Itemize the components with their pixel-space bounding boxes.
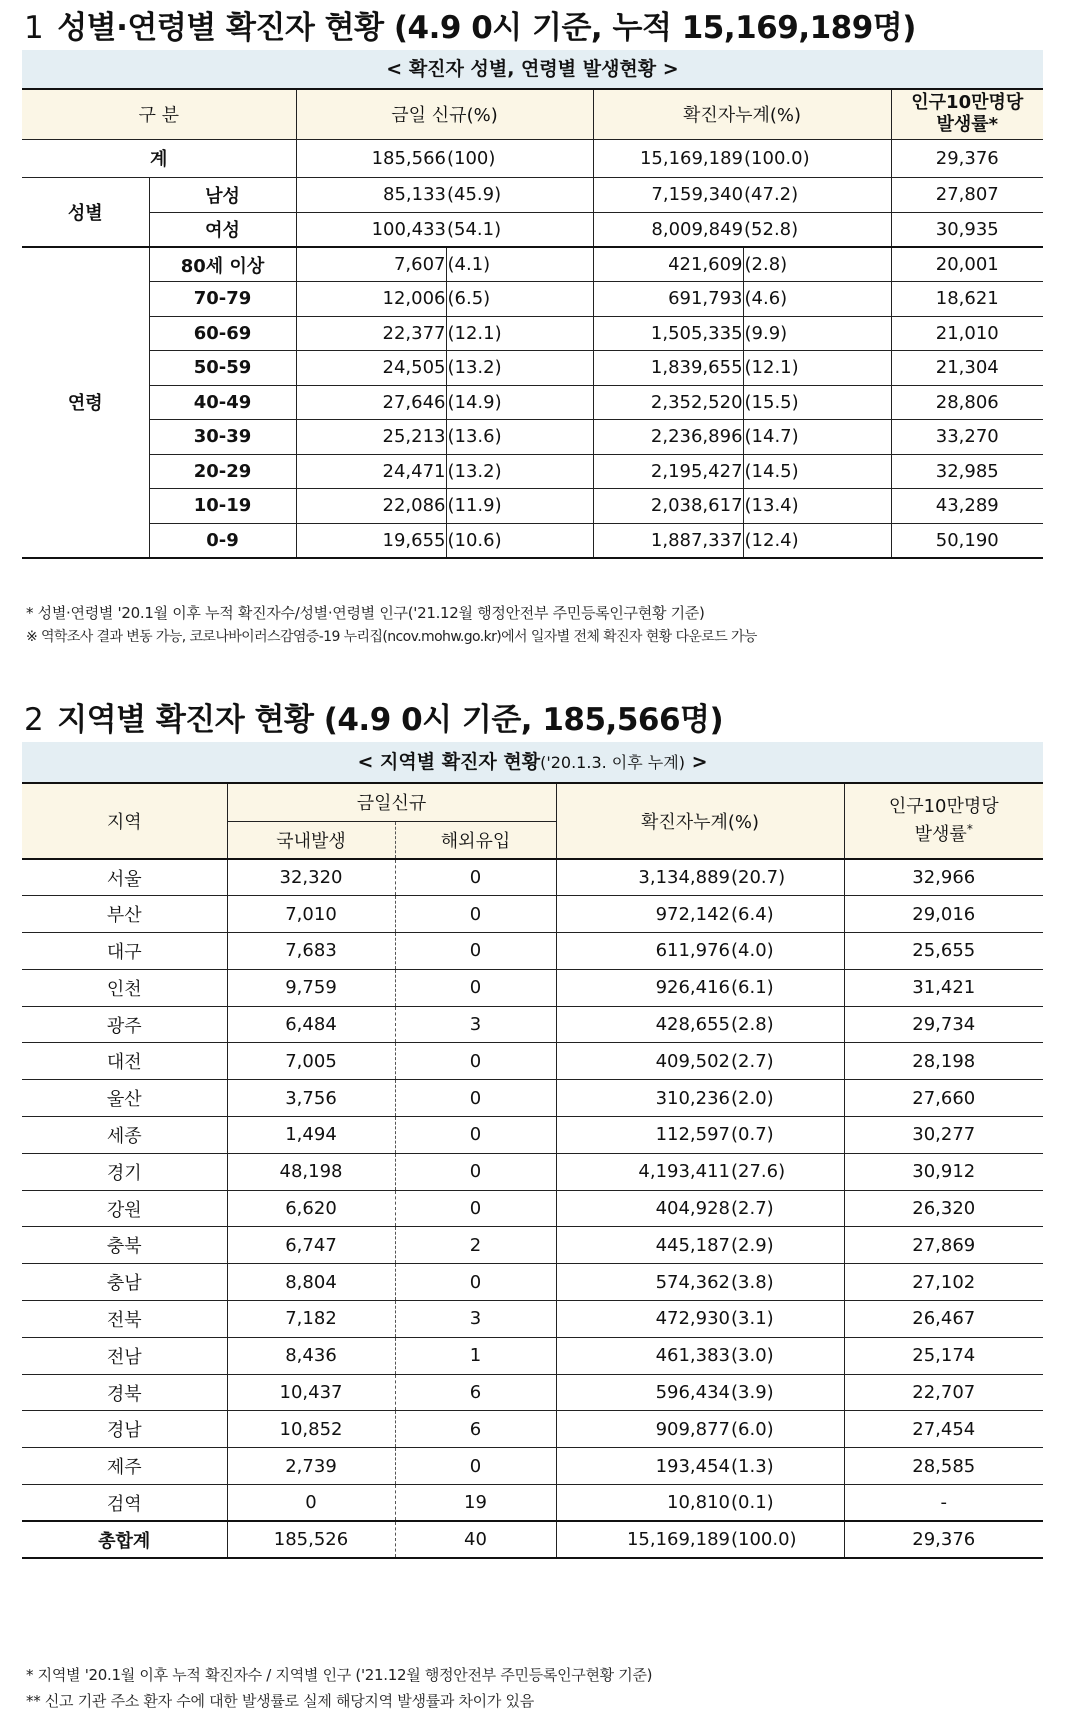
header-category: 구 분 <box>22 89 296 139</box>
age-label: 10-19 <box>149 489 296 524</box>
region-rate: 29,016 <box>912 903 976 925</box>
region-row <box>22 1080 1043 1117</box>
region-row <box>22 896 1043 933</box>
sex-label: 여성 <box>149 212 296 247</box>
region-cum: 596,434 <box>655 1382 730 1404</box>
age-new-pct: (13.2) <box>446 454 593 489</box>
sex-new-pct: (54.1) <box>446 212 593 247</box>
sex-rate: 27,807 <box>935 184 999 205</box>
region-name: 전북 <box>22 1301 227 1338</box>
region-total-cum-pct: (100.0) <box>730 1521 844 1558</box>
age-row <box>22 385 1043 420</box>
region-row <box>22 1448 1043 1485</box>
age-new-pct: (12.1) <box>446 316 593 351</box>
region-name: 울산 <box>22 1080 227 1117</box>
header-rate2 <box>844 783 1043 859</box>
age-row <box>22 489 1043 524</box>
age-cum-pct: (2.8) <box>743 247 891 282</box>
header-region: 지역 <box>22 783 227 859</box>
age-row <box>22 523 1043 558</box>
region-cum-pct: (3.9) <box>730 1374 844 1411</box>
header-rate-line1: 인구10만명당 <box>911 92 1024 114</box>
age-cum-pct: (9.9) <box>743 316 891 351</box>
age-label: 60-69 <box>149 316 296 351</box>
region-cum-pct: (20.7) <box>730 859 844 896</box>
region-total-domestic: 185,526 <box>227 1521 395 1558</box>
age-rate: 43,289 <box>935 495 999 517</box>
region-name: 대구 <box>22 933 227 970</box>
age-cum: 2,195,427 <box>593 454 743 489</box>
region-name: 대전 <box>22 1043 227 1080</box>
age-new: 24,505 <box>296 351 446 386</box>
region-rate: 28,585 <box>912 1455 976 1477</box>
region-overseas: 0 <box>395 1153 556 1190</box>
region-row <box>22 1264 1043 1301</box>
sex-row <box>22 177 1043 212</box>
region-row <box>22 1337 1043 1374</box>
age-row <box>22 351 1043 386</box>
section2-note2: ** 신고 기관 주소 환자 수에 대한 발생률로 실제 해당지역 발생률과 차이가 있음 <box>26 1692 534 1710</box>
age-new-pct: (13.2) <box>446 351 593 386</box>
region-domestic: 32,320 <box>227 859 395 896</box>
region-overseas: 0 <box>395 1043 556 1080</box>
region-domestic: 1,494 <box>227 1117 395 1154</box>
section2-caption <box>22 742 1043 782</box>
region-name: 부산 <box>22 896 227 933</box>
header-rate2-star: * <box>966 822 973 836</box>
age-new: 22,377 <box>296 316 446 351</box>
region-cum: 409,502 <box>655 1050 730 1072</box>
age-rate: 33,270 <box>935 426 999 448</box>
region-domestic: 3,756 <box>227 1080 395 1117</box>
region-overseas: 6 <box>395 1411 556 1448</box>
region-domestic: 10,852 <box>227 1411 395 1448</box>
region-row <box>22 1301 1043 1338</box>
age-cum: 691,793 <box>593 282 743 317</box>
sex-new: 100,433 <box>371 218 446 240</box>
total-cum-pct: (100.0) <box>743 139 891 177</box>
age-cum-pct: (13.4) <box>743 489 891 524</box>
age-cum: 1,887,337 <box>593 523 743 558</box>
age-cum-pct: (4.6) <box>743 282 891 317</box>
region-overseas: 0 <box>395 969 556 1006</box>
region-cum: 472,930 <box>655 1308 730 1330</box>
region-row <box>22 969 1043 1006</box>
age-new-pct: (11.9) <box>446 489 593 524</box>
section2-title-text: 지역별 확진자 현황 <box>57 702 314 738</box>
age-row <box>22 282 1043 317</box>
total-rate: 29,376 <box>935 147 999 169</box>
region-rate: 27,869 <box>912 1234 976 1256</box>
region-row <box>22 1006 1043 1043</box>
region-cum: 3,134,889 <box>638 867 730 889</box>
age-rate: 18,621 <box>935 288 999 310</box>
region-cum: 611,976 <box>655 940 730 962</box>
age-rate: 21,010 <box>935 322 999 344</box>
region-total-overseas: 40 <box>395 1521 556 1558</box>
age-cum-pct: (15.5) <box>743 385 891 420</box>
region-cum: 428,655 <box>655 1014 730 1036</box>
header-domestic: 국내발생 <box>227 821 395 859</box>
age-label: 30-39 <box>149 420 296 455</box>
total-cum: 15,169,189 <box>639 147 744 169</box>
age-new-pct: (13.6) <box>446 420 593 455</box>
region-rate: 26,320 <box>912 1198 976 1220</box>
region-overseas: 0 <box>395 1080 556 1117</box>
region-overseas: 0 <box>395 1117 556 1154</box>
header-overseas: 해외유입 <box>395 821 556 859</box>
region-domestic: 8,436 <box>227 1337 395 1374</box>
age-cum: 2,352,520 <box>593 385 743 420</box>
region-domestic: 7,683 <box>227 933 395 970</box>
age-rate: 21,304 <box>935 357 999 379</box>
region-cum: 310,236 <box>655 1087 730 1109</box>
region-rate: 22,707 <box>912 1382 976 1404</box>
section2-caption-main: < 지역별 확진자 현황 <box>357 751 541 773</box>
region-row <box>22 1190 1043 1227</box>
region-total-rate: 29,376 <box>912 1529 976 1551</box>
age-cum: 2,236,896 <box>593 420 743 455</box>
region-overseas: 0 <box>395 859 556 896</box>
section1-title-paren: (4.9 0시 기준, 누적 15,169,189명) <box>393 10 916 46</box>
age-new-pct: (10.6) <box>446 523 593 558</box>
age-new: 12,006 <box>296 282 446 317</box>
region-cum-pct: (27.6) <box>730 1153 844 1190</box>
region-row <box>22 933 1043 970</box>
region-domestic: 2,739 <box>227 1448 395 1485</box>
region-row <box>22 1043 1043 1080</box>
region-domestic: 7,010 <box>227 896 395 933</box>
region-name: 강원 <box>22 1190 227 1227</box>
region-overseas: 0 <box>395 1448 556 1485</box>
region-rate: - <box>940 1492 947 1514</box>
region-rate: 31,421 <box>912 977 976 999</box>
region-domestic: 8,804 <box>227 1264 395 1301</box>
sex-cum-pct: (52.8) <box>743 212 891 247</box>
region-cum-pct: (3.0) <box>730 1337 844 1374</box>
sex-row <box>22 212 1043 247</box>
header-cum: 확진자누계(%) <box>593 89 891 139</box>
section2-number: 2 <box>24 702 44 738</box>
region-cum-pct: (6.0) <box>730 1411 844 1448</box>
region-domestic: 6,747 <box>227 1227 395 1264</box>
age-new: 19,655 <box>296 523 446 558</box>
region-cum-pct: (3.8) <box>730 1264 844 1301</box>
age-new-pct: (4.1) <box>446 247 593 282</box>
region-total-row <box>22 1521 1043 1558</box>
section2-note1: * 지역별 '20.1월 이후 누적 확진자수 / 지역별 인구 ('21.12월 행정안전부 주민등록인구현황 기준) <box>26 1666 653 1684</box>
region-name: 충북 <box>22 1227 227 1264</box>
region-rate: 30,277 <box>912 1124 976 1146</box>
sex-cum: 8,009,849 <box>651 218 744 240</box>
age-cum: 421,609 <box>593 247 743 282</box>
region-row <box>22 859 1043 896</box>
region-cum-pct: (6.4) <box>730 896 844 933</box>
sex-rate: 30,935 <box>935 218 999 240</box>
region-domestic: 48,198 <box>227 1153 395 1190</box>
age-cum-pct: (12.1) <box>743 351 891 386</box>
region-cum: 972,142 <box>655 903 730 925</box>
region-cum: 445,187 <box>655 1234 730 1256</box>
region-cum: 461,383 <box>655 1345 730 1367</box>
region-overseas: 0 <box>395 896 556 933</box>
section2-caption-end: > <box>684 751 708 773</box>
sex-cum: 7,159,340 <box>651 184 744 205</box>
region-domestic: 10,437 <box>227 1374 395 1411</box>
age-new-pct: (14.9) <box>446 385 593 420</box>
age-new: 25,213 <box>296 420 446 455</box>
region-cum: 574,362 <box>655 1271 730 1293</box>
region-name: 세종 <box>22 1117 227 1154</box>
region-rate: 28,198 <box>912 1050 976 1072</box>
sex-new: 85,133 <box>383 184 446 205</box>
region-name: 광주 <box>22 1006 227 1043</box>
age-row <box>22 420 1043 455</box>
region-name: 전남 <box>22 1337 227 1374</box>
region-name: 경기 <box>22 1153 227 1190</box>
region-cum-pct: (2.0) <box>730 1080 844 1117</box>
region-name: 제주 <box>22 1448 227 1485</box>
region-name: 경북 <box>22 1374 227 1411</box>
age-rate: 20,001 <box>935 254 999 275</box>
region-overseas: 0 <box>395 933 556 970</box>
region-row <box>22 1485 1043 1522</box>
region-cum-pct: (2.7) <box>730 1190 844 1227</box>
age-new: 24,471 <box>296 454 446 489</box>
region-cum-pct: (0.1) <box>730 1485 844 1522</box>
region-overseas: 2 <box>395 1227 556 1264</box>
region-rate: 27,102 <box>912 1271 976 1293</box>
section1-note1: * 성별·연령별 '20.1월 이후 누적 확진자수/성별·연령별 인구('21.12월 행정안전부 주민등록인구현황 기준) <box>26 604 705 622</box>
total-label: 계 <box>22 139 296 177</box>
region-name: 경남 <box>22 1411 227 1448</box>
header-rate2-line2: 발생률* <box>914 822 973 845</box>
region-overseas: 0 <box>395 1190 556 1227</box>
age-row <box>22 247 1043 282</box>
sex-group-label: 성별 <box>22 177 149 247</box>
region-row <box>22 1153 1043 1190</box>
region-domestic: 6,620 <box>227 1190 395 1227</box>
region-cum-pct: (2.8) <box>730 1006 844 1043</box>
region-row <box>22 1227 1043 1264</box>
section2-title-paren: (4.9 0시 기준, 185,566명) <box>323 702 724 738</box>
region-domestic: 7,182 <box>227 1301 395 1338</box>
region-cum: 926,416 <box>655 977 730 999</box>
region-cum-pct: (2.9) <box>730 1227 844 1264</box>
region-row <box>22 1374 1043 1411</box>
region-rate: 29,734 <box>912 1014 976 1036</box>
age-rate: 32,985 <box>935 460 999 482</box>
age-group-label: 연령 <box>22 247 149 558</box>
age-cum: 1,505,335 <box>593 316 743 351</box>
total-new: 185,566 <box>371 147 446 169</box>
age-rate: 28,806 <box>935 391 999 413</box>
region-domestic: 0 <box>227 1485 395 1522</box>
region-cum-pct: (4.0) <box>730 933 844 970</box>
region-total-cum: 15,169,189 <box>626 1529 730 1551</box>
region-rate: 30,912 <box>912 1161 976 1183</box>
region-cum-pct: (2.7) <box>730 1043 844 1080</box>
region-rate: 25,174 <box>912 1345 976 1367</box>
age-cum: 1,839,655 <box>593 351 743 386</box>
age-row <box>22 316 1043 351</box>
age-cum: 2,038,617 <box>593 489 743 524</box>
age-label: 40-49 <box>149 385 296 420</box>
region-name: 충남 <box>22 1264 227 1301</box>
region-rate: 32,966 <box>912 867 976 889</box>
header-rate-line2: 발생률* <box>936 114 999 136</box>
age-new: 22,086 <box>296 489 446 524</box>
region-rate: 27,454 <box>912 1418 976 1440</box>
region-rate: 25,655 <box>912 940 976 962</box>
region-cum: 10,810 <box>667 1492 730 1514</box>
region-cum-pct: (6.1) <box>730 969 844 1006</box>
age-label: 20-29 <box>149 454 296 489</box>
section1-note2: ※ 역학조사 결과 변동 가능, 코로나바이러스감염증-19 누리집(ncov.mohw.go.kr)에서 일자별 전체 확진자 현황 다운로드 가능 <box>26 629 757 645</box>
total-row <box>22 139 1043 177</box>
region-name: 서울 <box>22 859 227 896</box>
region-name: 검역 <box>22 1485 227 1522</box>
region-row <box>22 1117 1043 1154</box>
header-cum2: 확진자누계(%) <box>556 783 844 859</box>
region-rate: 26,467 <box>912 1308 976 1330</box>
region-cum: 909,877 <box>655 1418 730 1440</box>
section2-caption-sub: ('20.1.3. 이후 누계) <box>540 753 685 772</box>
age-new: 27,646 <box>296 385 446 420</box>
section1-title <box>24 2 916 47</box>
region-table <box>22 782 1043 1559</box>
region-cum: 4,193,411 <box>638 1161 730 1183</box>
region-rate: 27,660 <box>912 1087 976 1109</box>
region-cum: 112,597 <box>655 1124 730 1146</box>
region-overseas: 3 <box>395 1301 556 1338</box>
region-domestic: 7,005 <box>227 1043 395 1080</box>
section2-title <box>24 694 723 739</box>
age-cum-pct: (14.7) <box>743 420 891 455</box>
age-label: 70-79 <box>149 282 296 317</box>
region-cum: 404,928 <box>655 1198 730 1220</box>
region-total-label: 총합계 <box>22 1521 227 1558</box>
sex-label: 남성 <box>149 177 296 212</box>
age-rate: 50,190 <box>935 529 999 551</box>
region-row <box>22 1411 1043 1448</box>
age-cum-pct: (12.4) <box>743 523 891 558</box>
header-rate2-line1: 인구10만명당 <box>888 796 999 817</box>
region-overseas: 19 <box>395 1485 556 1522</box>
region-overseas: 0 <box>395 1264 556 1301</box>
region-cum: 193,454 <box>655 1455 730 1477</box>
section1-number: 1 <box>24 10 44 46</box>
age-label: 0-9 <box>149 523 296 558</box>
region-domestic: 9,759 <box>227 969 395 1006</box>
region-overseas: 1 <box>395 1337 556 1374</box>
sex-cum-pct: (47.2) <box>743 177 891 212</box>
header-rate <box>891 89 1043 139</box>
age-cum-pct: (14.5) <box>743 454 891 489</box>
age-label: 80세 이상 <box>149 247 296 282</box>
age-label: 50-59 <box>149 351 296 386</box>
header-new: 금일 신규(%) <box>296 89 593 139</box>
region-domestic: 6,484 <box>227 1006 395 1043</box>
region-cum-pct: (1.3) <box>730 1448 844 1485</box>
region-overseas: 6 <box>395 1374 556 1411</box>
total-new-pct: (100) <box>446 139 593 177</box>
region-name: 인천 <box>22 969 227 1006</box>
region-cum-pct: (3.1) <box>730 1301 844 1338</box>
region-overseas: 3 <box>395 1006 556 1043</box>
age-new: 7,607 <box>296 247 446 282</box>
region-cum-pct: (0.7) <box>730 1117 844 1154</box>
sex-new-pct: (45.9) <box>446 177 593 212</box>
age-row <box>22 454 1043 489</box>
age-new-pct: (6.5) <box>446 282 593 317</box>
section1-caption: < 확진자 성별, 연령별 발생현황 > <box>22 50 1043 88</box>
header-today: 금일신규 <box>227 783 556 821</box>
section1-title-text: 성별·연령별 확진자 현황 <box>57 10 384 46</box>
sex-age-table <box>22 88 1043 559</box>
